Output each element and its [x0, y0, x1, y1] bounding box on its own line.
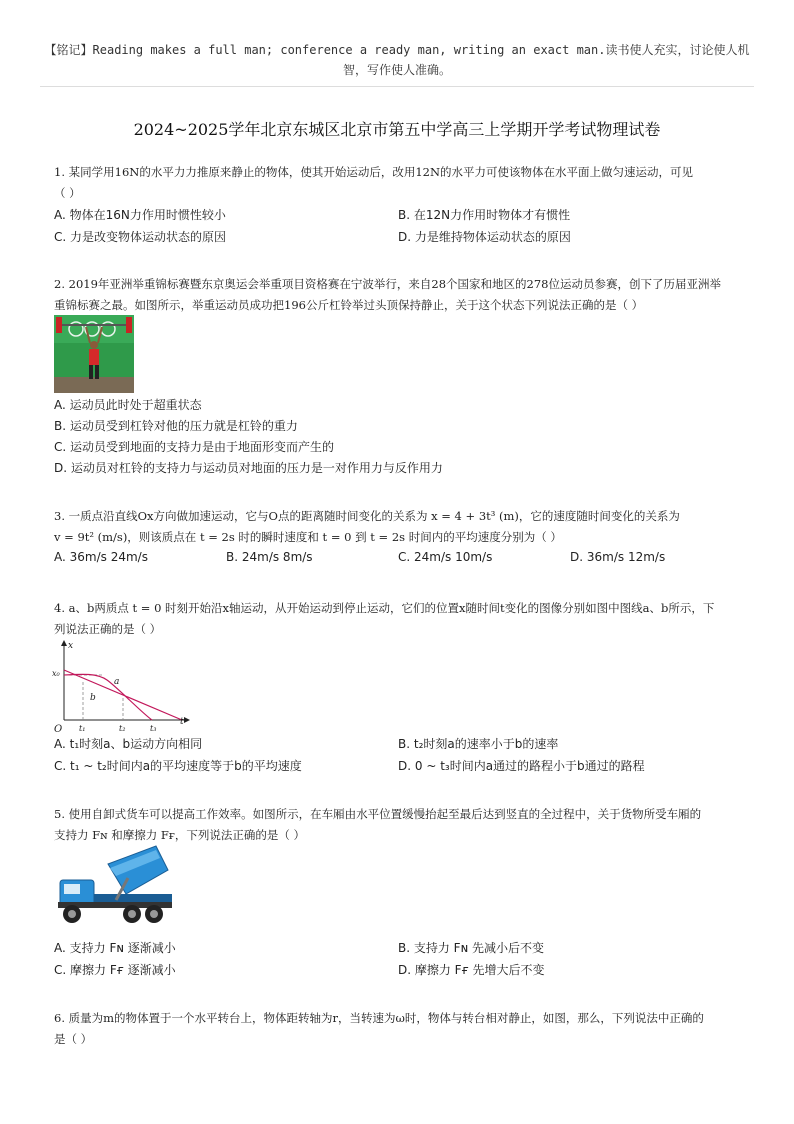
question-1-stem-line-1: 1. 某同学用16N的水平力力推原来静止的物体，使其开始运动后，改用12N的水平力可使该物体在水平面上做匀速运动，可见 [54, 165, 694, 179]
dump-truck-image [56, 844, 176, 934]
page-title: 2024~2025学年北京东城区北京市第五中学高三上学期开学考试物理试卷 [133, 120, 661, 139]
question-5-option-c: C. 摩擦力 Fғ 逐渐减小 [54, 963, 176, 977]
question-1-option-a: A. 物体在16N力作用时惯性较小 [54, 208, 226, 222]
question-2-option-b: B. 运动员受到杠铃对他的压力就是杠铃的重力 [54, 419, 298, 433]
question-2-option-d: D. 运动员对杠铃的支持力与运动员对地面的压力是一对作用力与反作用力 [54, 461, 443, 475]
question-3-option-b: B. 24m/s 8m/s [226, 550, 313, 564]
graph-label-origin: O [54, 724, 63, 734]
graph-label-t1: t₁ [79, 724, 86, 733]
motto-line-1: 【铭记】Reading makes a full man; conference a ready man, writing an exact man.读书使人充实，讨论使人机 [44, 43, 750, 57]
graph-label-x: x [68, 641, 74, 651]
motto-header [40, 40, 754, 80]
question-5-option-b: B. 支持力 Fɴ 先减小后不变 [398, 941, 544, 955]
question-1-stem-line-2: （ ） [54, 186, 81, 200]
question-3-stem [54, 506, 744, 548]
question-4-stem-line-1: 4. a、b两质点 t = 0 时刻开始沿x轴运动，从开始运动到停止运动，它们的位置x随时间t变化的图像分别如图中图线a、b所示，下 [54, 601, 715, 615]
question-3-stem-line-2: v = 9t² (m/s)，则该质点在 t = 2s 时的瞬时速度和 t = 0 到 t = 2s 时间内的平均速度分别为（ ） [54, 530, 562, 544]
question-2-option-c: C. 运动员受到地面的支持力是由于地面形变而产生的 [54, 440, 335, 454]
graph-label-x0: x₀ [52, 669, 60, 678]
question-5-stem-line-1: 5. 使用自卸式货车可以提高工作效率。如图所示，在车厢由水平位置缓慢抬起至最后达到竖直的全过程中，关于货物所受车厢的 [54, 807, 702, 821]
question-4-stem-line-2: 列说法正确的是（ ） [54, 622, 162, 636]
graph-label-b: b [90, 693, 96, 703]
position-time-graph [52, 638, 192, 734]
question-4-option-a: A. t₁时刻a、b运动方向相同 [54, 737, 203, 751]
graph-label-t2: t₂ [119, 724, 126, 733]
question-3-option-d: D. 36m/s 12m/s [570, 550, 666, 564]
question-3-option-a: A. 36m/s 24m/s [54, 550, 148, 564]
graph-label-t3: t₃ [150, 724, 157, 733]
question-6-stem-line-2: 是（ ） [54, 1032, 93, 1046]
question-4-stem [54, 598, 744, 640]
curve-a [64, 674, 152, 720]
line-b [64, 670, 182, 720]
question-6-stem [54, 1008, 744, 1050]
question-4-option-b: B. t₂时刻a的速率小于b的速率 [398, 737, 559, 751]
question-2-stem-line-2: 重锦标赛之最。如图所示，举重运动员成功把196公斤杠铃举过头顶保持静止，关于这个状态下列说法正确的是（ ） [54, 298, 644, 312]
question-5-stem-line-2: 支持力 Fɴ 和摩擦力 Fғ，下列说法正确的是（ ） [54, 828, 306, 842]
question-3-stem-line-1: 3. 一质点沿直线Ox方向做加速运动，它与O点的距离随时间变化的关系为 x = 4 + 3t³ (m)，它的速度随时间变化的关系为 [54, 509, 680, 523]
question-5-stem [54, 804, 744, 846]
question-5-option-d: D. 摩擦力 Fғ 先增大后不变 [398, 963, 545, 977]
question-4-option-d: D. 0 ~ t₃时间内a通过的路程小于b通过的路程 [398, 759, 645, 773]
question-4-option-c: C. t₁ ~ t₂时间内a的平均速度等于b的平均速度 [54, 759, 302, 773]
motto-line-2: 智，写作使人准确。 [342, 63, 451, 77]
graph-label-a: a [114, 677, 120, 687]
question-1-option-c: C. 力是改变物体运动状态的原因 [54, 230, 227, 244]
question-6-stem-line-1: 6. 质量为m的物体置于一个水平转台上，物体距转轴为r，当转速为ω时，物体与转台相对静止，如图，那么，下列说法中正确的 [54, 1011, 704, 1025]
question-2-option-a: A. 运动员此时处于超重状态 [54, 398, 202, 412]
header-divider [40, 86, 754, 87]
question-2-stem-line-1: 2. 2019年亚洲举重锦标赛暨东京奥运会举重项目资格赛在宁波举行，来自28个国家和地区的278位运动员参赛，创下了历届亚洲举 [54, 277, 721, 291]
question-2-stem [54, 274, 744, 316]
question-5-option-a: A. 支持力 Fɴ 逐渐减小 [54, 941, 176, 955]
question-1-option-b: B. 在12N力作用时物体才有惯性 [398, 208, 571, 222]
question-3-option-c: C. 24m/s 10m/s [398, 550, 493, 564]
question-1-option-d: D. 力是维持物体运动状态的原因 [398, 230, 571, 244]
weightlifter-photo [54, 315, 134, 393]
graph-label-t: t [180, 717, 184, 727]
question-1-stem [54, 162, 744, 204]
